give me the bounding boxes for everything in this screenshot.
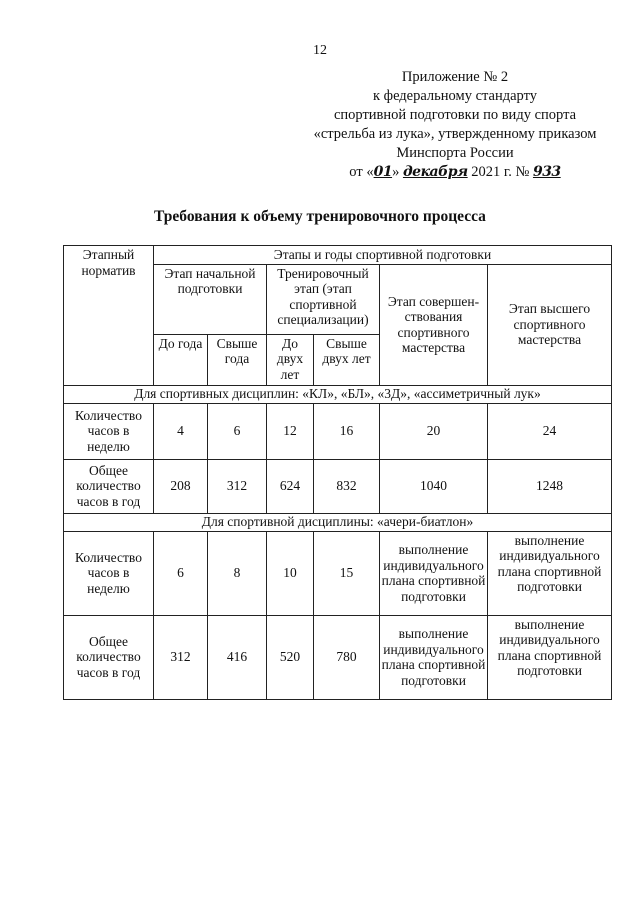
handwritten-month: декабря — [402, 164, 468, 180]
table-cell: 12 — [267, 403, 314, 459]
order-date-line — [290, 163, 620, 182]
header-training-stage: Тренировочный этап (этап спортивной специализации) — [267, 264, 380, 334]
table-cell: 832 — [314, 459, 380, 513]
table-cell: выполнение индивидуального плана спортивной подготовки — [488, 531, 612, 615]
date-mid: » — [392, 164, 400, 180]
appendix-line: Минспорта России — [396, 145, 514, 161]
appendix-line: спортивной подготовки по виду спорта — [333, 107, 577, 123]
table-cell: 1040 — [380, 459, 488, 513]
table-cell: 16 — [314, 403, 380, 459]
section-label: Для спортивной дисциплины: «ачери-биатлон» — [64, 513, 612, 531]
table-cell: 20 — [380, 403, 488, 459]
requirements-table — [63, 245, 612, 700]
row-label: Общее количество часов в год — [64, 615, 154, 699]
table-cell: 624 — [267, 459, 314, 513]
table-cell: 10 — [267, 531, 314, 615]
table-cell: 780 — [314, 615, 380, 699]
header-over-year: Свыше года — [208, 334, 267, 385]
table-row — [64, 459, 612, 513]
handwritten-day: 01 — [373, 164, 393, 180]
header-over-two-years: Свыше двух лет — [314, 334, 380, 385]
row-label: Количество часов в неделю — [64, 403, 154, 459]
table-row — [64, 615, 612, 699]
table-cell: 24 — [488, 403, 612, 459]
header-up-to-year: До года — [154, 334, 208, 385]
table-cell: 6 — [208, 403, 267, 459]
section-row — [64, 385, 612, 403]
table-cell: 8 — [208, 531, 267, 615]
section-row — [64, 513, 612, 531]
table-cell: 312 — [154, 615, 208, 699]
appendix-block — [290, 68, 620, 182]
section-label: Для спортивных дисциплин: «КЛ», «БЛ», «3Д», «ассиметричный лук» — [64, 385, 612, 403]
row-label: Общее количество часов в год — [64, 459, 154, 513]
table-cell: выполнение индивидуального плана спортивной подготовки — [380, 531, 488, 615]
page-number: 12 — [313, 43, 327, 58]
header-stages-years: Этапы и годы спортивной подготовки — [154, 246, 612, 265]
table-cell: 312 — [208, 459, 267, 513]
row-label: Количество часов в неделю — [64, 531, 154, 615]
table-cell: 1248 — [488, 459, 612, 513]
table-cell: выполнение индивидуального плана спортивной подготовки — [380, 615, 488, 699]
header-highest-stage: Этап высшего спортивного мастерства — [488, 264, 612, 385]
table-cell: 15 — [314, 531, 380, 615]
table-cell: 520 — [267, 615, 314, 699]
date-prefix: от « — [349, 164, 374, 180]
table-cell: 416 — [208, 615, 267, 699]
handwritten-order-number: 933 — [532, 164, 561, 180]
document-title: Требования к объему тренировочного процесса — [154, 208, 486, 225]
table-cell: 4 — [154, 403, 208, 459]
header-row — [64, 246, 612, 265]
appendix-line: Приложение № 2 — [401, 69, 509, 85]
table-cell: 6 — [154, 531, 208, 615]
header-up-to-two-years: До двух лет — [267, 334, 314, 385]
header-initial-stage: Этап начальной подготовки — [154, 264, 267, 334]
header-stage-norm: Этапный норматив — [64, 246, 154, 386]
table-cell: 208 — [154, 459, 208, 513]
table-row — [64, 531, 612, 615]
table-cell: выполнение индивидуального плана спортивной подготовки — [488, 615, 612, 699]
appendix-line: «стрельба из лука», утвержденному приказом — [313, 126, 597, 142]
header-improvement-stage: Этап совершен-ствования спортивного мастерства — [380, 264, 488, 385]
table-row — [64, 403, 612, 459]
date-year: 2021 г. № — [471, 164, 530, 180]
appendix-line: к федеральному стандарту — [373, 88, 537, 104]
